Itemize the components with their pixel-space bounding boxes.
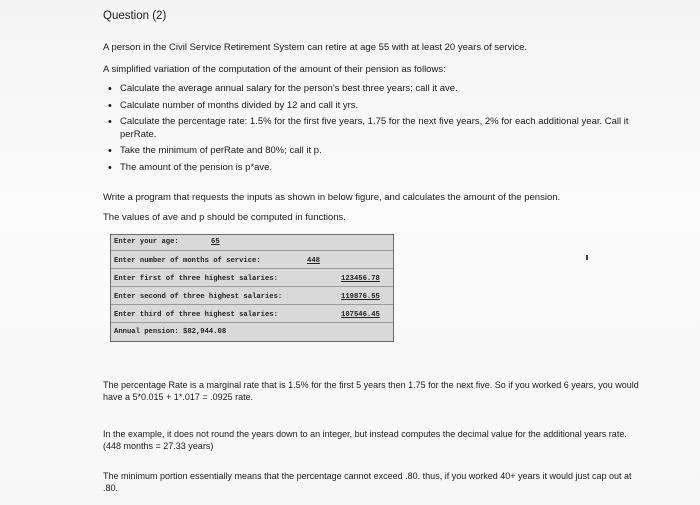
question-title: Question (2) (103, 10, 167, 22)
simplified-paragraph: A simplified variation of the computation of the amount of their pension as follows: (103, 64, 446, 75)
steps-list (103, 83, 663, 178)
functions-paragraph: The values of ave and p should be computed in functions. (103, 212, 346, 223)
console-divider (111, 322, 393, 323)
rate-note: The percentage Rate is a marginal rate that is 1.5% for the first 5 years then 1.75 for the next five. So if you worked 6 years, you would have a 5*0.015 + 1*.017 = .0925 rate. (103, 380, 639, 402)
console-first-salary-value: 123456.78 (341, 275, 380, 283)
list-item: • Calculate number of months divided by 12 and call it yrs. (103, 100, 663, 113)
rounding-note: In the example, it does not round the years down to an integer, but instead computes the decimal value for the additional years rate. (448 months = 27.33 years) (103, 429, 627, 451)
console-third-salary-value: 107546.45 (341, 311, 380, 319)
intro-paragraph: A person in the Civil Service Retirement System can retire at age 55 with at least 20 years of service. (103, 42, 527, 53)
console-divider (111, 250, 393, 251)
list-item: • Calculate the average annual salary for the person's best three years; call it ave. (103, 83, 663, 96)
console-second-salary-value: 119876.55 (341, 293, 380, 301)
console-divider (111, 286, 393, 287)
console-age-label: Enter your age: (114, 238, 179, 246)
program-paragraph: Write a program that requests the inputs as shown in below figure, and calculates the amount of the pension. (103, 192, 561, 203)
list-item: • Calculate the percentage rate: 1.5% for the first five years, 1.75 for the next five years, 2% for each additional year. Call it perRate. (103, 116, 663, 141)
console-months-value: 448 (307, 257, 320, 265)
console-pension-output: Annual pension: $82,944.08 (114, 328, 227, 336)
stray-mark (586, 255, 588, 260)
console-months-label: Enter number of months of service: (114, 257, 261, 265)
minimum-note: The minimum portion essentially means that the percentage cannot exceed .80. thus, if you worked 40+ years it would just cap out at .80. (103, 471, 632, 493)
list-item: • The amount of the pension is p*ave. (103, 162, 663, 175)
console-second-salary-label: Enter second of three highest salaries: (114, 293, 283, 301)
console-output-figure (110, 234, 394, 342)
console-third-salary-label: Enter third of three highest salaries: (114, 311, 278, 319)
console-divider (111, 268, 393, 269)
list-item: • Take the minimum of perRate and 80%; call it p. (103, 145, 663, 158)
console-age-value: 65 (211, 238, 220, 246)
console-first-salary-label: Enter first of three highest salaries: (114, 275, 278, 283)
console-divider (111, 304, 393, 305)
